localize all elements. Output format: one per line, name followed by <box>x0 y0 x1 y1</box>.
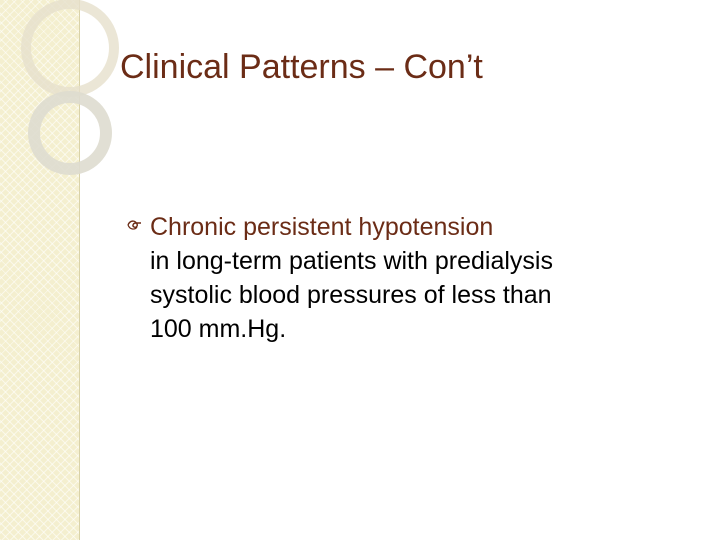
bullet-line: systolic blood pressures of less than <box>150 281 552 309</box>
ornate-bullet-icon <box>126 218 142 232</box>
bullet-line: 100 mm.Hg. <box>150 315 287 343</box>
bullet-lead-text: Chronic persistent hypotension <box>150 213 494 241</box>
decorative-rings-icon <box>0 0 200 200</box>
bullet-body-text <box>150 244 670 346</box>
bullet-line: in long-term patients with predialysis <box>150 247 553 275</box>
slide-title: Clinical Patterns – Con’t <box>120 48 483 86</box>
